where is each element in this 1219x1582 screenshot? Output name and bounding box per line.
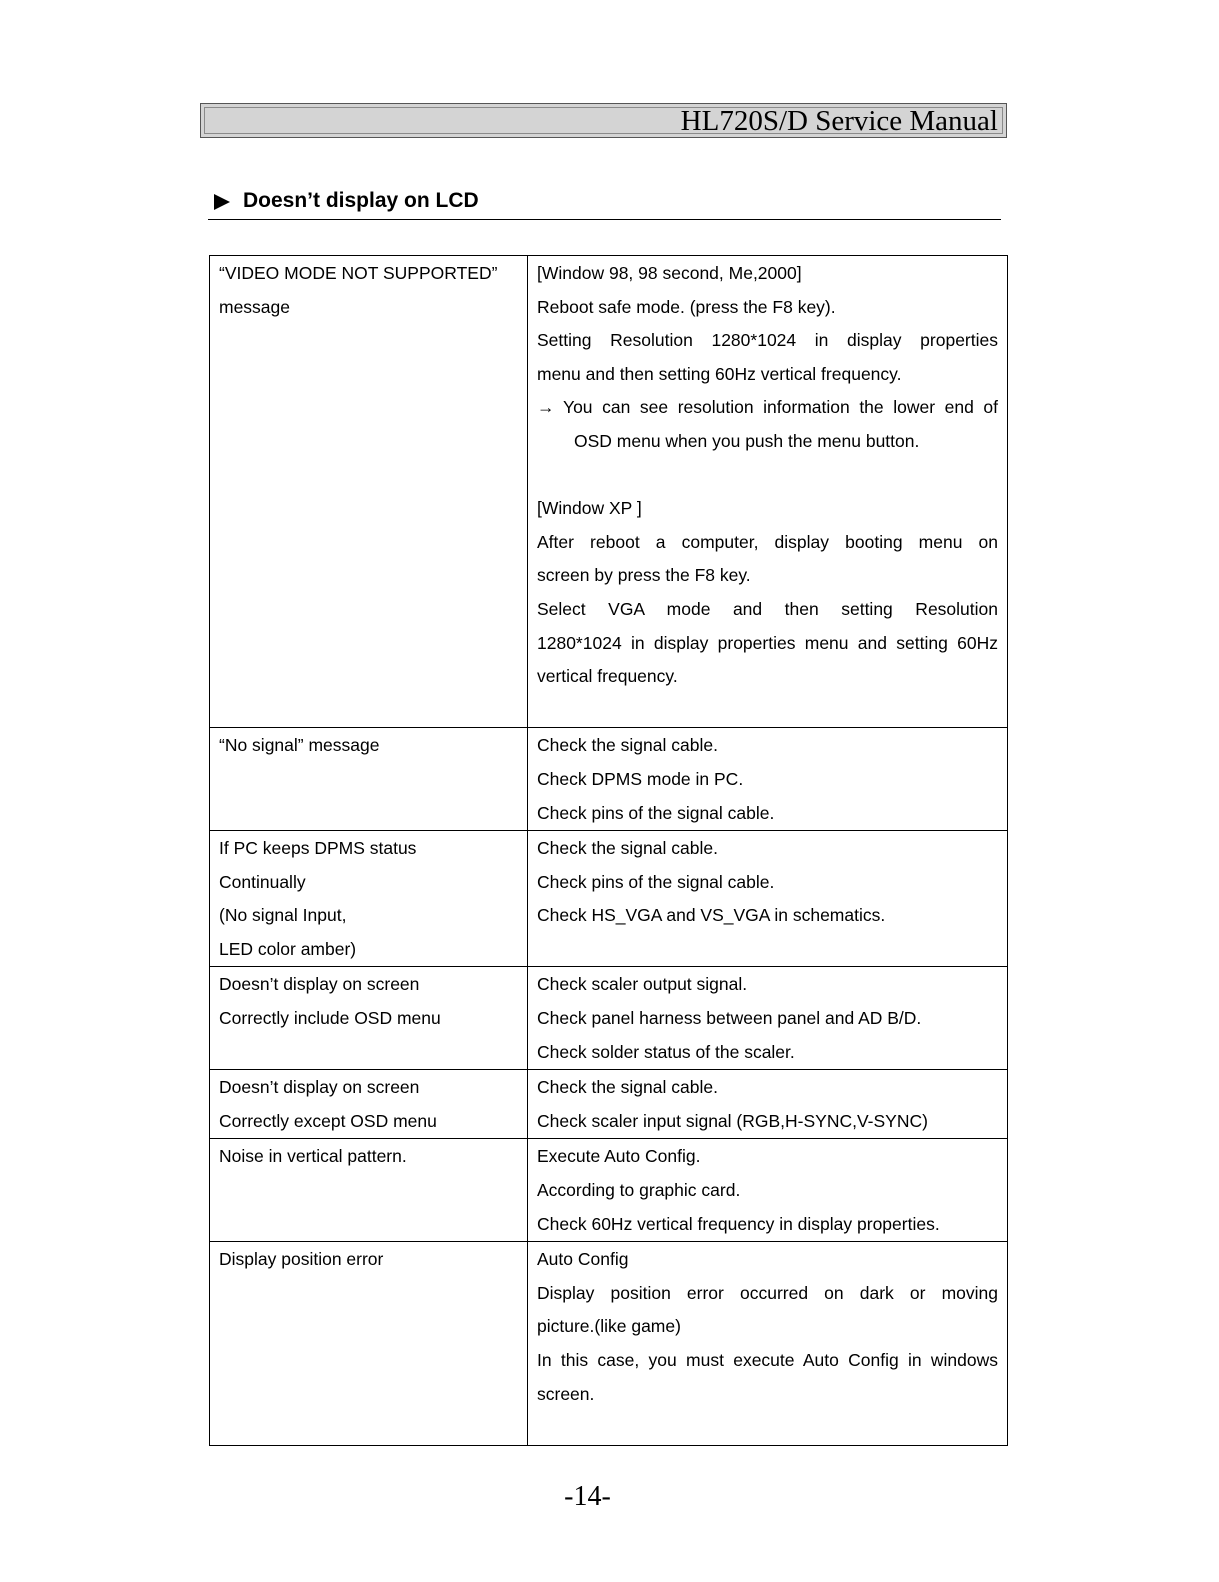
table-row [210, 1070, 1008, 1139]
action-line-text: You can see resolution information the lower end of [563, 397, 998, 418]
troubleshooting-table [209, 255, 1008, 1446]
symptom-line: Display position error [219, 1249, 384, 1270]
symptom-cell [210, 1070, 528, 1139]
manual-title: HL720S/D Service Manual [680, 105, 998, 137]
action-cell [528, 831, 1008, 967]
symptom-line: Correctly except OSD menu [219, 1110, 437, 1131]
symptom-cell [210, 1242, 528, 1446]
action-line: screen by press the F8 key. [537, 565, 751, 586]
symptom-line: Correctly include OSD menu [219, 1008, 441, 1029]
symptom-line: LED color amber) [219, 938, 357, 959]
symptom-cell [210, 967, 528, 1070]
action-line: Select VGA mode and then setting Resolution [537, 598, 998, 619]
action-cell [528, 256, 1008, 728]
symptom-line: “No signal” message [219, 735, 380, 756]
action-line: menu and then setting 60Hz vertical frequency. [537, 363, 902, 384]
action-line: Execute Auto Config. [537, 1146, 701, 1167]
action-line: Check the signal cable. [537, 838, 718, 859]
table-row [210, 1139, 1008, 1242]
symptom-cell [210, 831, 528, 967]
action-line: OSD menu when you push the menu button. [574, 430, 920, 451]
action-line: Check DPMS mode in PC. [537, 768, 744, 789]
action-line: 1280*1024 in display properties menu and setting 60Hz [537, 632, 998, 653]
symptom-line: Continually [219, 871, 306, 892]
action-line: Setting Resolution 1280*1024 in display properties [537, 330, 998, 351]
action-line: vertical frequency. [537, 666, 678, 687]
blank-line [537, 459, 998, 493]
action-line: Check panel harness between panel and AD B/D. [537, 1008, 922, 1029]
symptom-line: (No signal Input, [219, 905, 347, 926]
section-header [208, 186, 1001, 220]
action-line: Check scaler input signal (RGB,H-SYNC,V-SYNC) [537, 1110, 928, 1131]
action-line: Check pins of the signal cable. [537, 802, 775, 823]
action-line: Check solder status of the scaler. [537, 1041, 795, 1062]
symptom-line: “VIDEO MODE NOT SUPPORTED” [219, 263, 498, 283]
action-cell [528, 728, 1008, 831]
symptom-line: Doesn’t display on screen [219, 1077, 420, 1098]
header-bar [200, 103, 1007, 138]
action-cell [528, 1242, 1008, 1446]
table-row [210, 1242, 1008, 1446]
action-cell [528, 1070, 1008, 1139]
action-line: In this case, you must execute Auto Config in windows [537, 1350, 998, 1370]
table-row [210, 967, 1008, 1070]
right-arrow-icon: → [537, 397, 555, 418]
symptom-cell [210, 1139, 528, 1242]
action-cell [528, 1139, 1008, 1242]
action-cell [528, 967, 1008, 1070]
action-line: picture.(like game) [537, 1316, 681, 1337]
section-heading: Doesn’t display on LCD [243, 189, 479, 212]
page-number: -14- [564, 1481, 611, 1512]
symptom-line: Noise in vertical pattern. [219, 1146, 407, 1167]
action-line: Check scaler output signal. [537, 974, 748, 995]
action-line: Check the signal cable. [537, 1077, 718, 1098]
action-line: [Window XP ] [537, 498, 642, 519]
symptom-line: message [219, 296, 291, 317]
action-line: Reboot safe mode. (press the F8 key). [537, 296, 836, 317]
action-line: According to graphic card. [537, 1180, 741, 1201]
action-line: [Window 98, 98 second, Me,2000] [537, 263, 802, 283]
action-line: Check HS_VGA and VS_VGA in schematics. [537, 905, 886, 926]
symptom-line: Doesn’t display on screen [219, 974, 420, 995]
table-row [210, 831, 1008, 967]
symptom-cell [210, 256, 528, 728]
table-row [210, 256, 1008, 728]
action-line: screen. [537, 1383, 595, 1404]
symptom-cell [210, 728, 528, 831]
table-row [210, 728, 1008, 831]
action-line [537, 391, 998, 425]
action-line: Auto Config [537, 1249, 629, 1270]
blank-line [537, 1411, 998, 1445]
action-line: Check the signal cable. [537, 735, 718, 756]
action-line: Check 60Hz vertical frequency in display properties. [537, 1213, 940, 1234]
symptom-line: If PC keeps DPMS status [219, 838, 417, 859]
action-line: Check pins of the signal cable. [537, 871, 775, 892]
triangle-bullet-icon [214, 194, 230, 210]
action-line: After reboot a computer, display booting menu on [537, 531, 998, 552]
blank-line [537, 694, 998, 728]
action-line: Display position error occurred on dark or moving [537, 1282, 998, 1303]
